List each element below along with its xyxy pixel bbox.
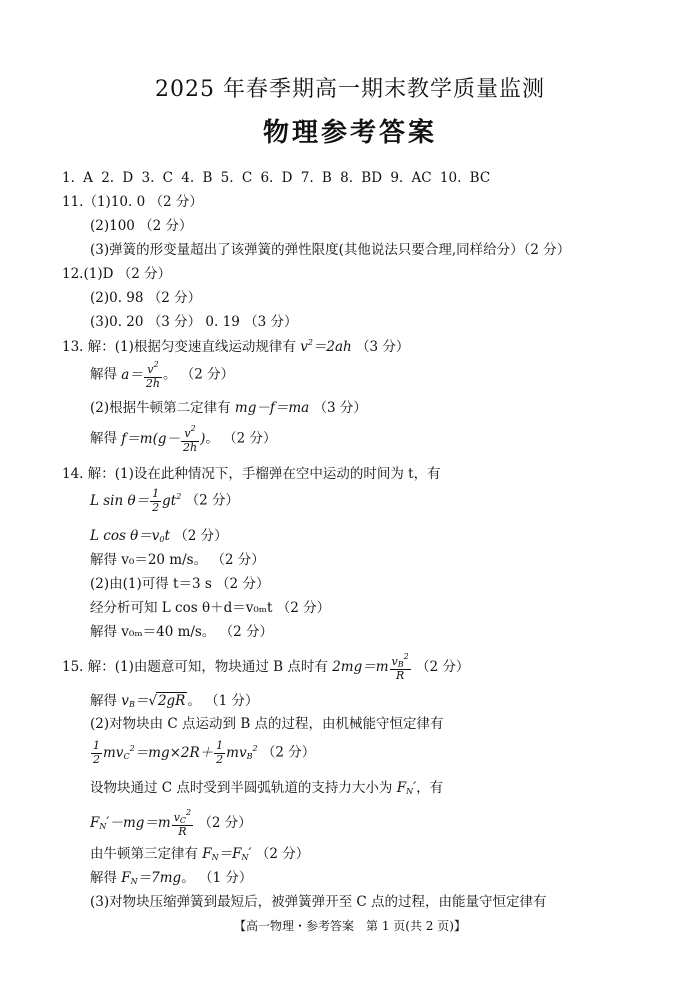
page-title: 2025 年春季期高一期末教学质量监测 bbox=[155, 77, 545, 102]
q15-line1-score: （2 分） bbox=[411, 658, 470, 675]
q15-line6 bbox=[90, 808, 252, 839]
q13-line2-text: 解得 bbox=[90, 366, 122, 383]
q13-eq1: $v^2=2ah$ bbox=[300, 338, 352, 355]
q14-line6: 经分析可知 L cos θ＋d＝v₀ₘt （2 分） bbox=[90, 600, 331, 616]
q15-eq3: $\frac{1}{2}$ $mv_C^2=mg\times 2R+$ $\frac{1}{2}$ $mv_B^2$ bbox=[93, 739, 258, 766]
q13-line3 bbox=[90, 400, 367, 416]
q12-line2: (2)0. 98 （2 分） bbox=[90, 290, 202, 306]
q13-line2 bbox=[90, 360, 234, 390]
q15-line7: 由牛顿第三定律有 $F_N=F_N'$ （2 分） bbox=[90, 846, 310, 862]
q15-line5: 设物块通过 C 点时受到半圆弧轨道的支持力大小为 $F_N'$，有 bbox=[90, 780, 444, 796]
q14-line5: (2)由(1)可得 t＝3 s （2 分） bbox=[90, 576, 270, 592]
q14-line3-score: （2 分） bbox=[169, 528, 228, 544]
q11-line3: (3)弹簧的形变量超出了该弹簧的弹性限度(其他说法只要合理,同样给分）（2 分） bbox=[90, 242, 571, 258]
q13-line2-score: 。 （2 分） bbox=[162, 366, 235, 383]
q13-line4-score: 。 （2 分） bbox=[205, 430, 277, 447]
q15-line2-score: 。 （1 分） bbox=[187, 693, 259, 709]
q13-line1-score: （3 分） bbox=[351, 339, 410, 355]
q15-line1-text: 15. 解：(1)由题意可知，物块通过 B 点时有 bbox=[62, 658, 333, 675]
q14-line3 bbox=[90, 528, 228, 545]
q15-line4-score: （2 分） bbox=[257, 744, 316, 761]
q13-eq4: f＝m(g－ $\frac{v^2}{2h}$ ) bbox=[121, 424, 206, 454]
q11-line1: 11.（1)10. 0 （2 分） bbox=[62, 194, 203, 210]
page-subtitle: 物理参考答案 bbox=[262, 118, 437, 148]
q15-line1 bbox=[62, 652, 469, 683]
q15-line8: 解得 $F_N=7mg$。 （1 分） bbox=[90, 870, 253, 886]
q15-eq1: 2mg＝m $\frac{v_B^2}{R}$ bbox=[332, 652, 409, 683]
q15-line9: (3)对物块压缩弹簧到最短后，被弹簧弹开至 C 点的过程，由能量守恒定律有 bbox=[90, 894, 547, 910]
mc-answers: 1. A 2. D 3. C 4. B 5. C 6. D 7. B 8. BD 9. AC 10. BC bbox=[62, 170, 491, 186]
q15-line2 bbox=[90, 692, 259, 710]
q14-line7: 解得 v₀ₘ＝40 m/s。 （2 分） bbox=[90, 624, 274, 640]
q14-eq2: L $\cos \theta=v_0t$ bbox=[90, 528, 170, 544]
q15-line3: (2)对物块由 C 点运动到 B 点的过程，由机械能守恒定律有 bbox=[90, 716, 444, 732]
q14-line1: 14. 解：(1)设在此种情况下，手榴弹在空中运动的时间为 t，有 bbox=[62, 466, 441, 482]
q13-line3-text: (2)根据牛顿第二定律有 bbox=[90, 400, 235, 416]
q13-eq2: a＝ $\frac{v^2}{2h}$ bbox=[121, 360, 160, 390]
q15-eq2: 解得 $v_B=√2gR$ bbox=[90, 693, 186, 709]
q13-line4-text: 解得 bbox=[90, 430, 122, 447]
q14-line2-score: （2 分） bbox=[181, 492, 239, 509]
q13-eq3: mg－f＝ma bbox=[234, 400, 310, 416]
q14-eq1: L sin θ＝ $\frac{1}{2}$ $gt^2$ bbox=[90, 487, 182, 514]
q15-eq4: $F_N'-mg=m$ $\frac{v_C^2}{R}$ bbox=[90, 808, 192, 839]
q12-line1: 12.(1)D （2 分） bbox=[62, 266, 172, 282]
q14-line2 bbox=[90, 488, 239, 514]
q11-line2: (2)100 （2 分） bbox=[90, 218, 193, 234]
q14-line4: 解得 v₀＝20 m/s。 （2 分） bbox=[90, 552, 265, 568]
q12-line3: (3)0. 20 （3 分） 0. 19 （3 分） bbox=[90, 314, 298, 330]
q15-line6-score: （2 分） bbox=[194, 814, 252, 831]
page-footer: 【高一物理・参考答案 第 1 页(共 2 页)】 bbox=[234, 919, 466, 933]
q13-line1 bbox=[62, 338, 409, 355]
q13-line4 bbox=[90, 424, 277, 454]
q15-line4 bbox=[90, 740, 315, 766]
q13-line1-text: 13. 解：(1)根据匀变速直线运动规律有 bbox=[62, 339, 301, 355]
q13-line3-score: （3 分） bbox=[309, 400, 367, 416]
